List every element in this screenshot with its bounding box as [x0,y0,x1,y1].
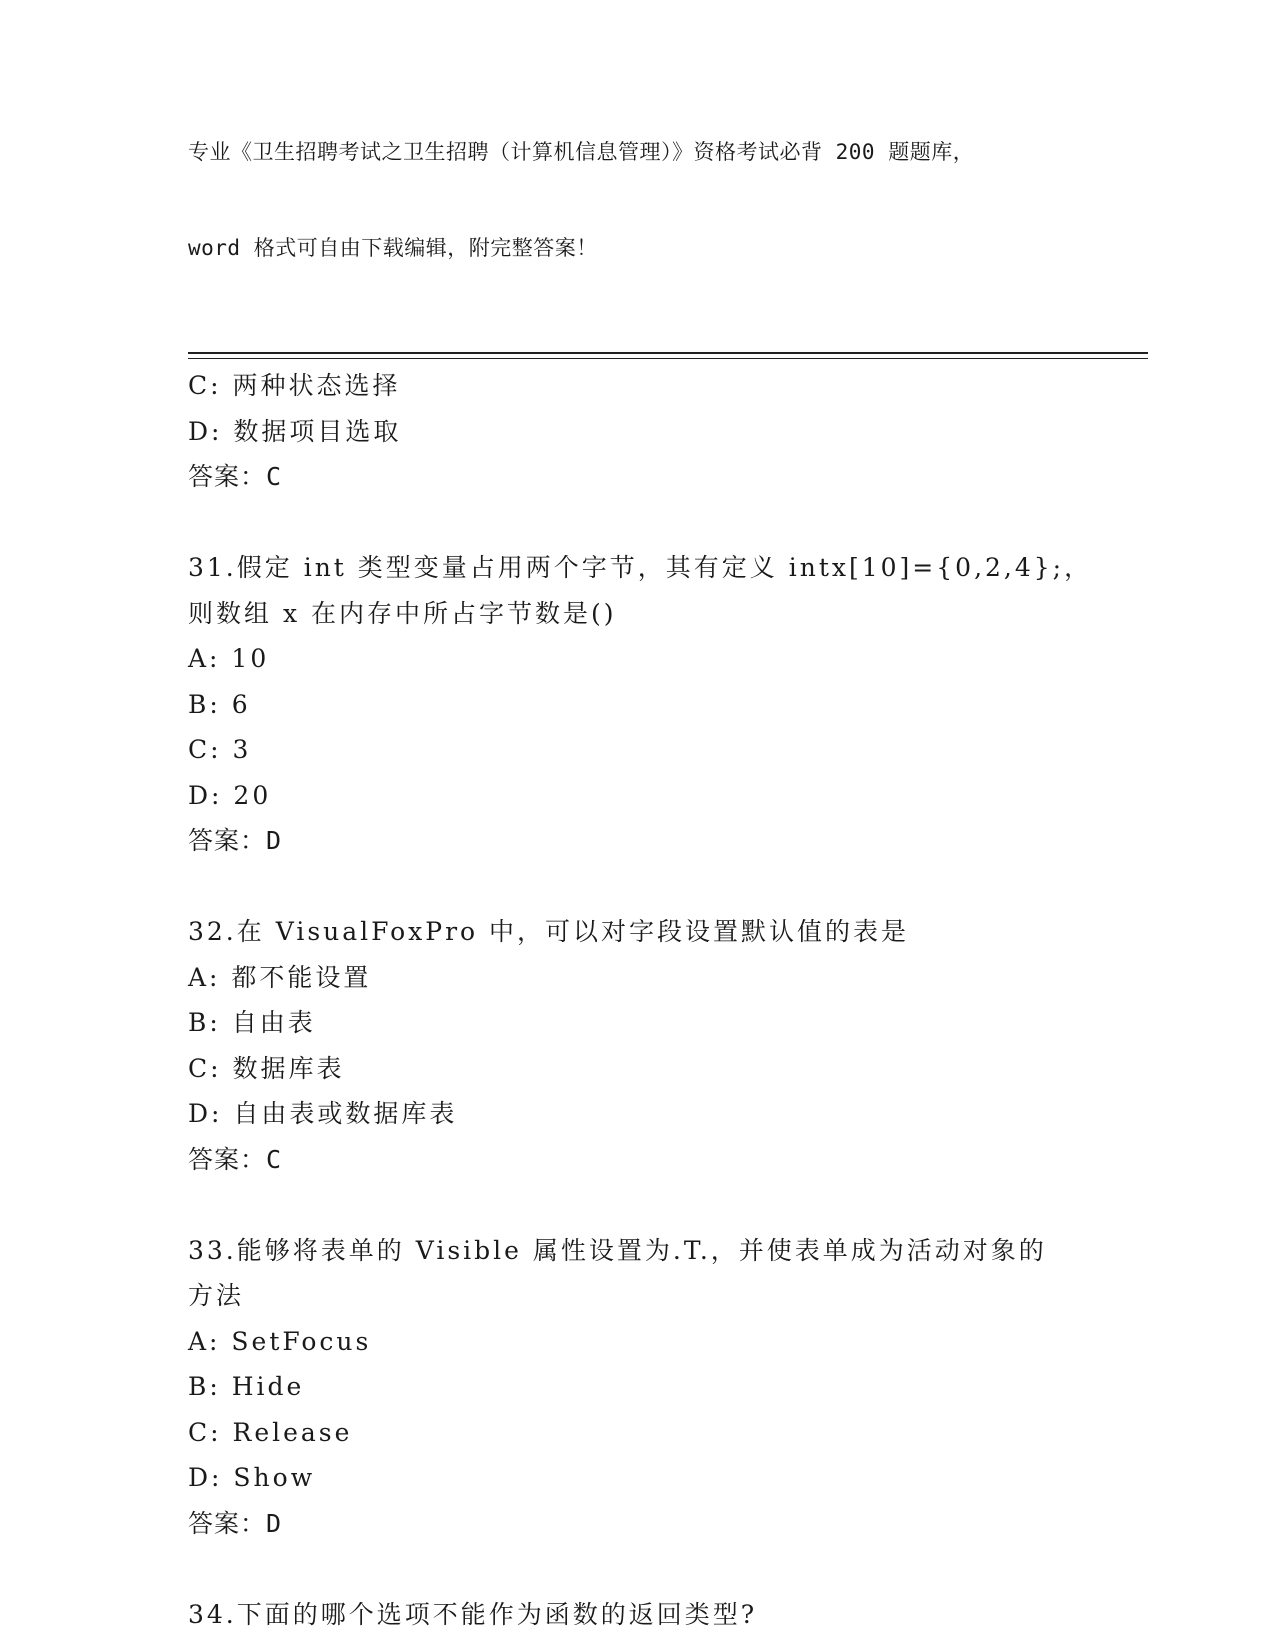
question-stem: 方法 [188,1281,245,1310]
option-d: D: 自由表或数据库表 [188,1099,458,1128]
question-30-tail [188,363,1148,500]
document-header [188,72,1148,328]
answer-line: 答案：C [188,462,283,491]
spacer [188,1546,1148,1592]
question-stem: 34.下面的哪个选项不能作为函数的返回类型? [188,1599,758,1629]
option-c: C: 数据库表 [188,1053,345,1083]
option-c: C: 3 [188,735,252,764]
option-d: D: Show [188,1463,316,1492]
question-31 [188,545,1148,864]
header-title-line-1: 专业《卫生招聘考试之卫生招聘（计算机信息管理）》资格考试必背 200 题题库， [188,140,975,164]
question-stem: 31.假定 int 类型变量占用两个字节，其有定义 intx[10]={0,2,4};， [188,553,1093,582]
question-32 [188,909,1148,1182]
answer-line: 答案：D [188,1508,283,1538]
question-stem: 则数组 x 在内存中所占字节数是() [188,598,617,628]
question-stem: 33.能够将表单的 Visible 属性设置为.T.，并使表单成为活动对象的 [188,1235,1047,1265]
header-title-line-2: word 格式可自由下载编辑，附完整答案！ [188,236,598,260]
question-33 [188,1228,1148,1547]
option-d: D: 20 [188,780,272,810]
answer-line: 答案：C [188,1144,283,1174]
question-34 [188,1592,1148,1638]
spacer [188,500,1148,546]
option-b: B: 6 [188,689,251,719]
document-page [188,72,1148,1637]
option-c: C: Release [188,1417,353,1447]
option-b: B: 自由表 [188,1008,316,1037]
question-stem: 32.在 VisualFoxPro 中，可以对字段设置默认值的表是 [188,917,910,946]
question-list [188,363,1148,1637]
answer-line: 答案：D [188,826,283,855]
spacer [188,1182,1148,1228]
option-d: D: 数据项目选取 [188,416,402,446]
header-divider [188,352,1148,359]
option-b: B: Hide [188,1372,305,1401]
option-c: C: 两种状态选择 [188,371,401,400]
option-a: A: 10 [188,644,270,673]
option-a: A: 都不能设置 [188,962,372,992]
option-a: A: SetFocus [188,1326,372,1356]
spacer [188,864,1148,910]
